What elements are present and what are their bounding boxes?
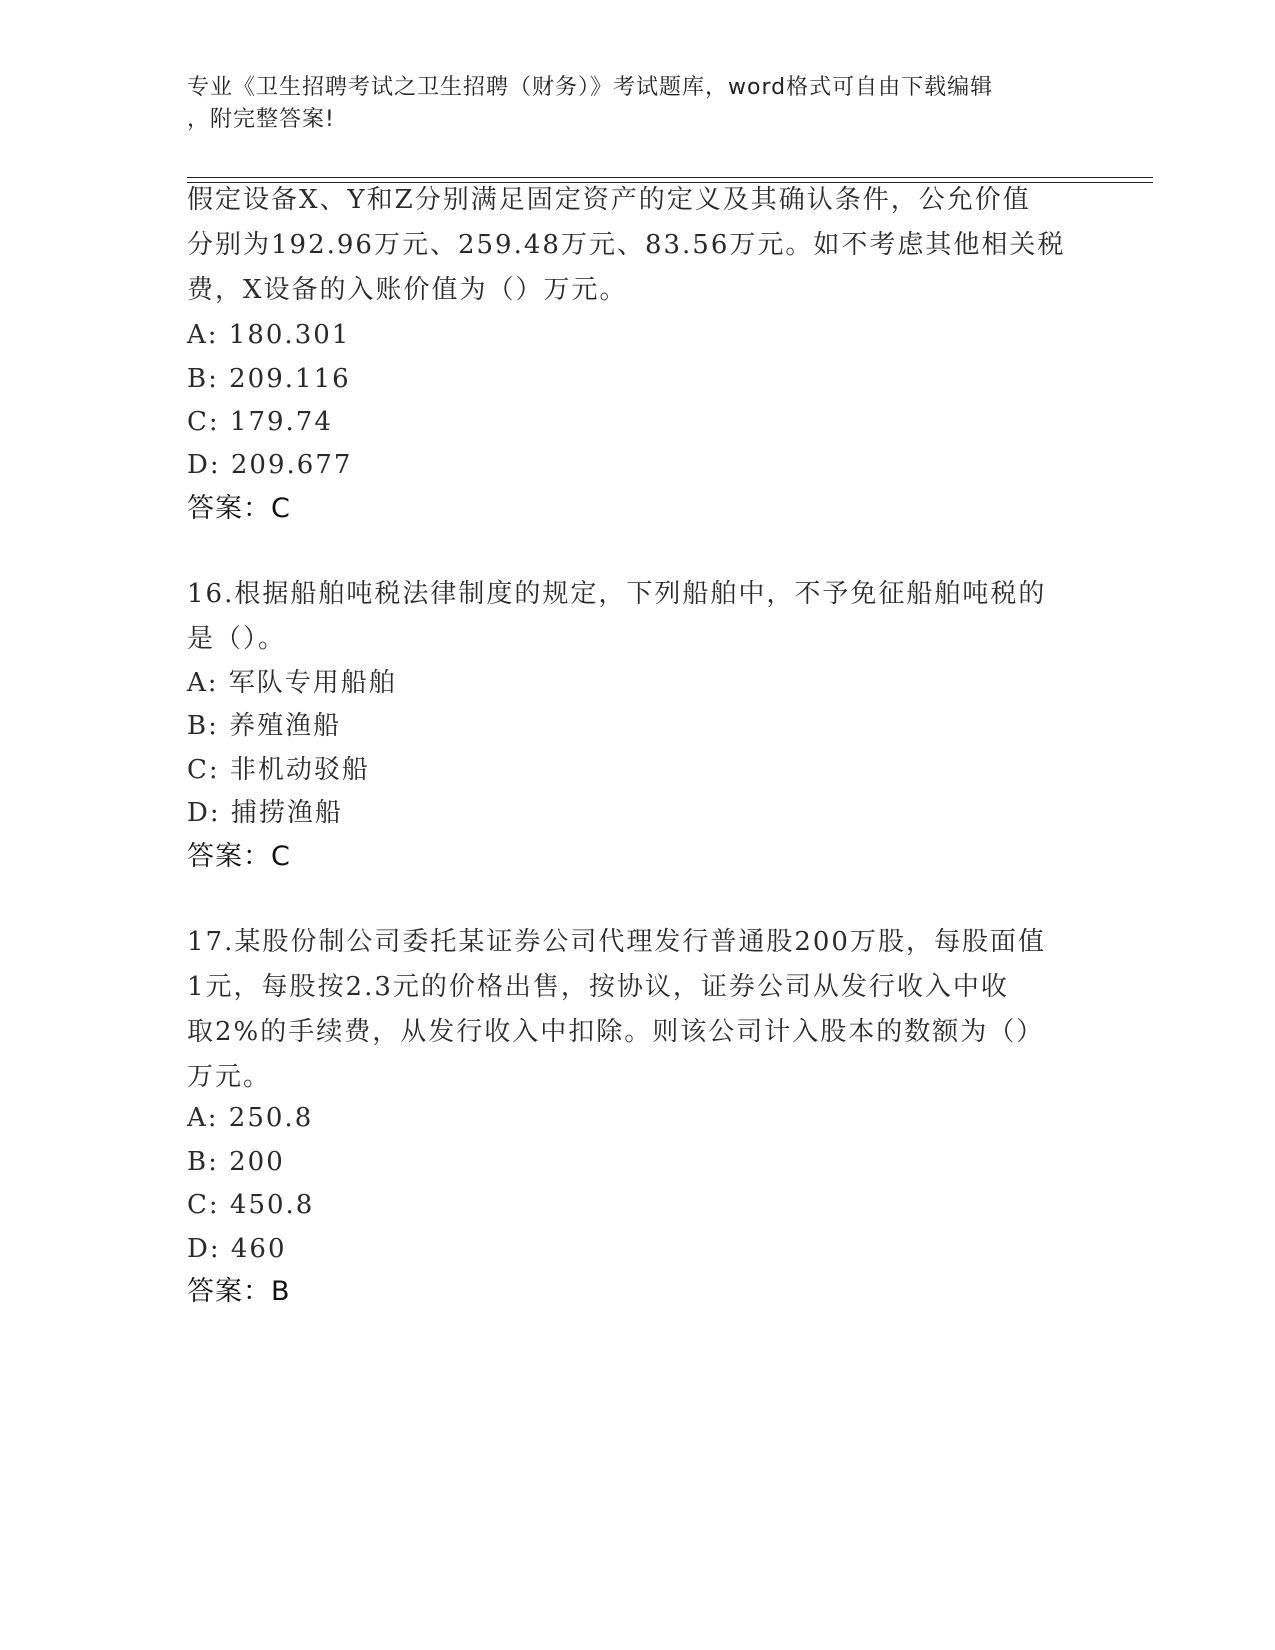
header-line-2: ，附完整答案!	[187, 107, 335, 132]
option-d: D: 460	[187, 1234, 287, 1264]
option-b: B: 养殖渔船	[187, 711, 342, 741]
option-c: C: 450.8	[187, 1190, 315, 1220]
option-a: A: 180.301	[187, 320, 351, 350]
answer-label: 答案：C	[187, 493, 291, 524]
answer-label: 答案：B	[187, 1276, 291, 1307]
stem-line: 费，X设备的入账价值为（）万元。	[187, 275, 628, 305]
option-d: D: 209.677	[187, 450, 353, 480]
stem-line: 万元。	[187, 1062, 272, 1092]
option-c: C: 179.74	[187, 407, 333, 437]
option-a: A: 250.8	[187, 1103, 314, 1133]
option-a: A: 军队专用船舶	[187, 668, 397, 698]
stem-line: 取2%的手续费，从发行收入中扣除。则该公司计入股本的数额为（）	[187, 1017, 1045, 1047]
stem-line: 假定设备X、Y和Z分别满足固定资产的定义及其确认条件，公允价值	[187, 185, 1031, 215]
option-d: D: 捕捞渔船	[187, 798, 343, 828]
stem-line: 是（）。	[187, 624, 287, 654]
option-b: B: 209.116	[187, 364, 351, 394]
stem-line: 1元，每股按2.3元的价格出售，按协议，证券公司从发行收入中收	[187, 972, 1009, 1002]
stem-line: 分别为192.96万元、259.48万元、83.56万元。如不考虑其他相关税	[187, 230, 1066, 260]
question-stem	[187, 178, 1077, 313]
question-stem	[187, 920, 1077, 1100]
option-b: B: 200	[187, 1147, 285, 1177]
document-header	[187, 72, 1067, 136]
header-line-1: 专业《卫生招聘考试之卫生招聘（财务）》考试题库，word格式可自由下载编辑	[187, 75, 994, 100]
stem-line: 17.某股份制公司委托某证券公司代理发行普通股200万股，每股面值	[187, 927, 1046, 957]
question-stem	[187, 572, 1077, 662]
stem-line: 16.根据船舶吨税法律制度的规定，下列船舶中，不予免征船舶吨税的	[187, 579, 1047, 609]
option-c: C: 非机动驳船	[187, 755, 370, 785]
answer-label: 答案：C	[187, 841, 291, 872]
